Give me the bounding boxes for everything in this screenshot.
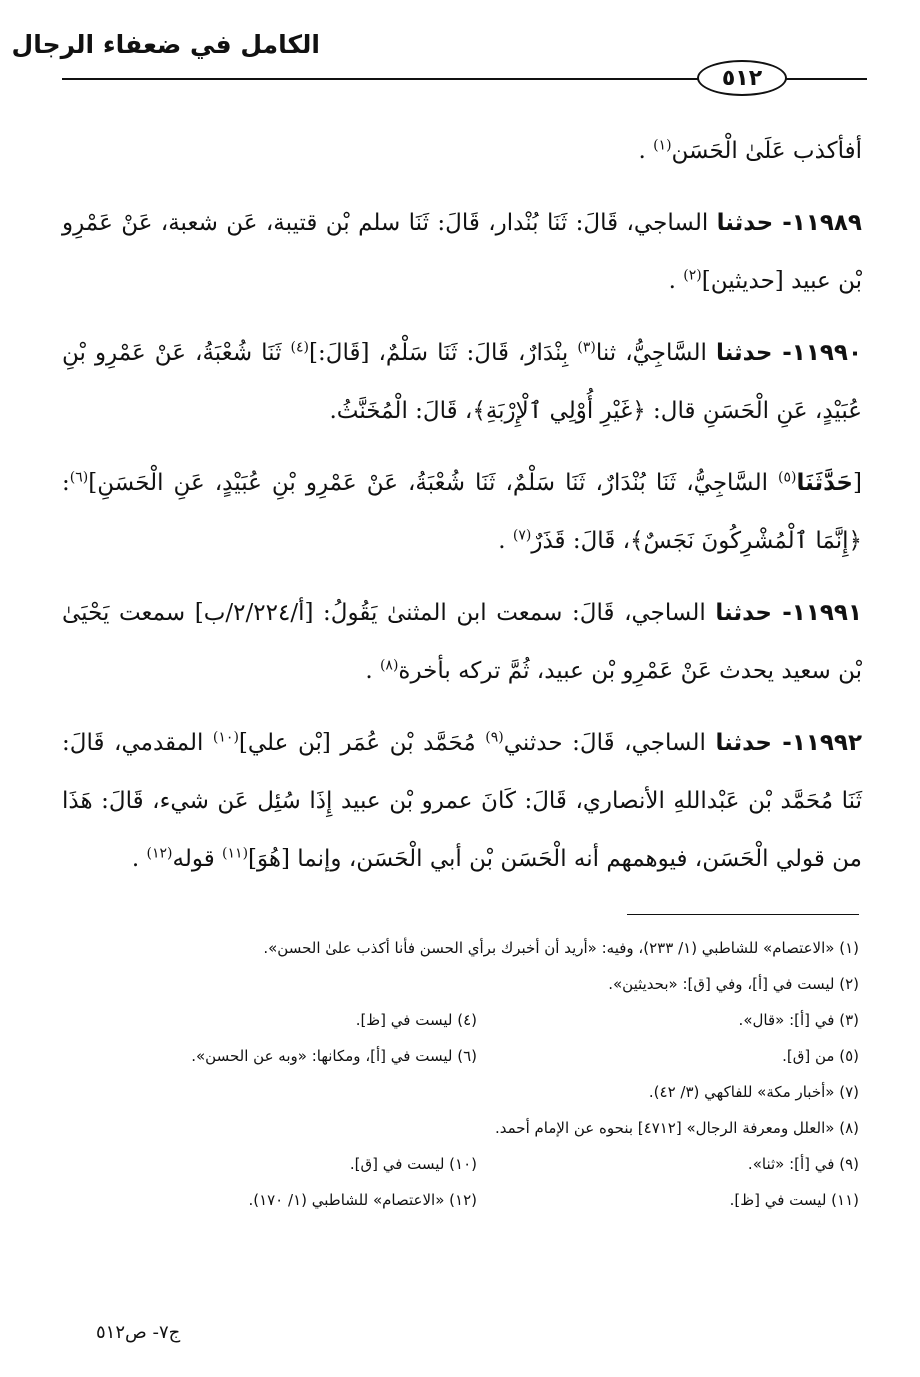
- footnote-entry: (٧) «أخبار مكة» للفاكهي (٣/ ٤٢).: [648, 1083, 859, 1101]
- footnote-line: [95, 930, 859, 966]
- footnote-entry: (٥) من [ق].: [782, 1047, 859, 1065]
- footnote-line: [95, 1182, 859, 1218]
- footnote-entry: (١) «الاعتصام» للشاطبي (١/ ٢٣٣)، وفيه: «أريد أن أخبرك برأي الحسن فأنا أكذب علىٰ الحسن».: [263, 939, 859, 957]
- footnote-entry: (٨) «العلل ومعرفة الرجال» [٤٧١٢] بنحوه عن الإمام أحمد.: [494, 1119, 859, 1137]
- footnote-entry: (١٢) «الاعتصام» للشاطبي (١/ ١٧٠).: [248, 1191, 477, 1209]
- running-title: الكامل في ضعفاء الرجال: [11, 30, 320, 59]
- footnote-entry: (٢) ليست في [أ]، وفي [ق]: «بحديثين».: [608, 975, 859, 993]
- text-paragraph: [62, 194, 862, 310]
- text-run: ثَنَا شُعْبَةُ، عَنْ عَمْرِو بْنِ عُبَيْدٍ، عَنِ الْحَسَنِ قال: ﴿غَيْرِ أُوْلِي ٱلْإِرْبَةِ﴾، قَالَ: الْمُخَنَّثُ.: [62, 340, 862, 424]
- footnote-reference: (١١): [222, 845, 249, 862]
- text-paragraph: [62, 714, 862, 888]
- footnote-entry: (٤) ليست في [ظ].: [355, 1011, 477, 1029]
- hadith-number: ١١٩٩٢-: [772, 730, 863, 756]
- text-paragraph: [62, 324, 862, 440]
- narration-keyword: حدثنا: [716, 210, 774, 236]
- text-run: [: [853, 470, 862, 496]
- text-run: بِنْدَارٌ، قَالَ: ثَنَا سَلْمٌ، [قَالَ:]: [309, 340, 578, 366]
- hadith-number: ١١٩٨٩-: [773, 210, 862, 236]
- footnote-line: [95, 1146, 859, 1182]
- footnote-reference: (١): [653, 137, 672, 154]
- text-run: المقدمي، قَالَ: ثَنَا مُحَمَّد بْن عَبْداللهِ الأنصاري، قَالَ: كَانَ عمرو بْن عبيد إِذَا سُئِل عَن شيء، قَالَ: هَذَا من قولي الْحَسَن، فيوهمهم أنه الْحَسَن بْن أبي الْحَسَن، وإنما [هُوَ]: [62, 730, 862, 872]
- hadith-number: ١١٩٩١-: [771, 600, 862, 626]
- text-run: مُحَمَّد بْن عُمَر [بْن علي]: [238, 730, 486, 756]
- page-number-badge: ٥١٢: [697, 60, 787, 96]
- page-footer-signature: ج٧- ص٥١٢: [96, 1322, 181, 1343]
- narration-keyword: حَدَّثَنَا: [796, 470, 854, 496]
- text-run: الساجي، قَالَ: سمعت ابن المثنىٰ يَقُولُ: [أ/٢/٢٢٤/ب] سمعت يَحْيَىٰ بْن سعيد يحدث عَنْ عَمْرِو بْن عبيد، ثُمَّ تركه بأخرة: [62, 600, 862, 684]
- text-run: .: [638, 138, 654, 164]
- footnote-line: [95, 1002, 859, 1038]
- text-run: الساجي، قَالَ: حدثني: [503, 730, 716, 756]
- text-paragraph: [62, 454, 862, 570]
- footnote-divider: [627, 914, 859, 915]
- footnote-entry: (١٠) ليست في [ق].: [349, 1155, 477, 1173]
- footnote-entry: (٩) في [أ]: «ثنا».: [747, 1155, 859, 1173]
- footnote-reference: (٣): [577, 339, 596, 356]
- footnote-reference: (٧): [512, 527, 532, 544]
- text-run: أفأكذب عَلَىٰ الْحَسَن: [671, 138, 862, 164]
- footnote-entry: (١١) ليست في [ظ].: [729, 1191, 859, 1209]
- footnote-reference: (٥): [778, 469, 797, 486]
- footnote-reference: (١٠): [212, 729, 239, 746]
- main-text: [62, 122, 862, 902]
- footnotes: [95, 930, 859, 1218]
- text-run: .: [498, 528, 513, 554]
- text-run: .: [131, 846, 147, 872]
- footnote-line: [95, 1074, 859, 1110]
- narration-keyword: حدثنا: [715, 730, 772, 756]
- text-run: السَّاجِيُّ، ثَنَا بُنْدَارٌ، ثَنَا سَلْمٌ، ثَنَا شُعْبَةُ، عَنْ عَمْرِو بْنِ عُبَيْدٍ، عَنِ الْحَسَنِ]: [88, 470, 779, 496]
- hadith-number: ١١٩٩٠-: [772, 340, 862, 366]
- text-run: .: [365, 658, 380, 684]
- text-run: قوله: [172, 846, 223, 872]
- text-run: الساجي، قَالَ: ثَنَا بُنْدار، قَالَ: ثَنَا سلم بْن قتيبة، عَن شعبة، عَنْ عَمْرِو بْن عبيد [حديثين]: [62, 210, 862, 294]
- text-paragraph: [62, 122, 862, 180]
- narration-keyword: حدثنا: [715, 600, 772, 626]
- footnote-reference: (٤): [290, 339, 310, 356]
- footnote-reference: (٨): [379, 657, 399, 674]
- footnote-entry: (٣) في [أ]: «قال».: [738, 1011, 859, 1029]
- text-run: : ﴿إِنَّمَا ٱلْمُشْرِكُونَ نَجَسٌ﴾، قَالَ: قَذَرٌ: [62, 470, 862, 554]
- text-paragraph: [62, 584, 862, 700]
- footnote-reference: (٩): [485, 729, 504, 746]
- narration-keyword: حدثنا: [715, 340, 773, 366]
- footnote-reference: (٢): [683, 267, 702, 284]
- footnote-reference: (٦): [69, 469, 89, 486]
- text-run: السَّاجِيُّ، ثنا: [595, 340, 716, 366]
- footnote-line: [95, 1038, 859, 1074]
- text-run: .: [668, 268, 684, 294]
- footnote-reference: (١٢): [146, 845, 173, 862]
- footnote-entry: (٦) ليست في [أ]، ومكانها: «وبه عن الحسن».: [191, 1047, 477, 1065]
- footnote-line: [95, 1110, 859, 1146]
- footnote-line: [95, 966, 859, 1002]
